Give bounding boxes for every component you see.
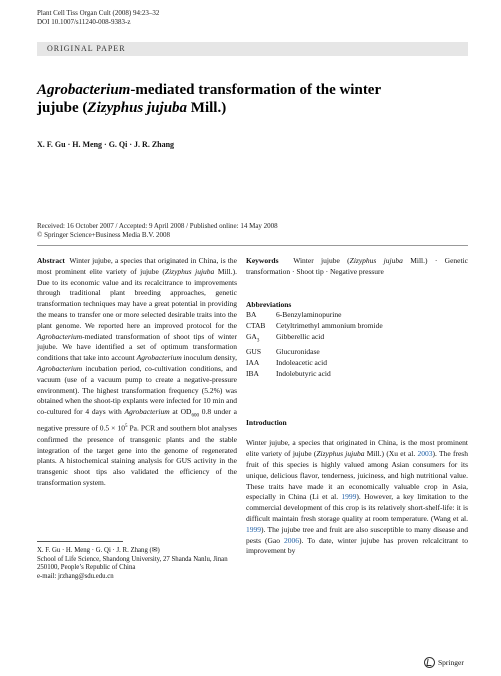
journal-doi: DOI 10.1007/s11240-008-9383-z <box>37 18 131 26</box>
introduction-heading: Introduction <box>246 417 287 427</box>
affiliation <box>37 547 241 581</box>
abstract-species: Zizyphus jujuba <box>164 266 215 276</box>
abstract-text: at OD <box>169 407 192 417</box>
abstract-agro: Agrobacterium <box>136 353 182 363</box>
citation-link[interactable]: 2006 <box>284 535 300 545</box>
intro-text: ). The jujube tree and fruit are also susceptible to many disease and pests (Gao <box>246 524 468 545</box>
abstract-text: incubation period, co-cultivation conditions, and vacuum (use of a vacuum pump to create a negative-pressure environment). The highest transformation frequency (5.2%) was obtained when the shoot-tip explants were infected for 10 min and co-cultured for 4 days with <box>37 363 237 417</box>
abstract-text: inoculum density, <box>181 353 237 363</box>
abbr-key: IAA <box>246 358 260 368</box>
journal-citation: Plant Cell Tiss Organ Cult (2008) 94:23–32 <box>37 9 160 17</box>
article-title <box>37 81 457 117</box>
abbr-row <box>246 310 468 321</box>
abbr-row <box>246 369 468 380</box>
abstract-text: Winter jujube, a species that originated in China, is the most prominent elite variety of jujube ( <box>37 256 238 276</box>
keywords-text: Mill.) · Genetic transformation · Shoot tip · Negative pressure <box>246 256 468 276</box>
abbreviations-heading: Abbreviations <box>246 299 292 309</box>
abbr-value: Cetyltrimethyl ammonium bromide <box>276 321 383 331</box>
abstract-text: Pa. PCR and southern blot analyses confirmed the presence of transgenic plants and the stable integration of the target gene into the genome of regenerated plants. A histochemical staining analysis for GUS activity in the transgenic shoot tips also validated the efficiency of the transformation system. <box>37 423 237 487</box>
intro-species: Zizyphus jujuba <box>316 449 365 459</box>
abstract-block <box>37 256 237 489</box>
intro-text: ). However, a key limitation to the commercial development of this crop is its relatively short-shelf-life: it is difficult maintain fresh storage quality at room temperature. (Wang et al. <box>246 492 468 524</box>
abstract-agro: Agrobacterium <box>37 363 83 373</box>
intro-text: ). To date, winter jujube has proven relcalcitrant to improvement by <box>246 535 468 556</box>
footnote-rule <box>37 541 123 542</box>
abstract-text: 0.8 under a negative pressure of 0.5 × 10 <box>37 407 237 433</box>
publication-dates <box>37 222 278 240</box>
section-label: ORIGINAL PAPER <box>47 44 126 53</box>
springer-logo-icon <box>424 657 435 668</box>
publisher-name: Springer <box>438 658 464 667</box>
abbr-row <box>246 332 468 347</box>
section-band <box>37 42 468 56</box>
abstract-text: -mediated transformation of shoot tips of winter jujube. We have identified a set of optimum transformation conditions that take into account <box>37 331 237 363</box>
introduction-text <box>246 438 468 557</box>
abstract-agro: Agrobacterium <box>37 331 83 341</box>
abbr-key-sub: 3 <box>256 338 260 344</box>
divider <box>37 245 468 246</box>
abbr-row <box>246 358 468 369</box>
abbr-key: GUS <box>246 347 262 357</box>
right-column <box>246 256 468 557</box>
dates-line: Received: 16 October 2007 / Accepted: 9 April 2008 / Published online: 14 May 2008 <box>37 222 278 230</box>
abstract-agro: Agrobacterium <box>124 407 170 417</box>
abbr-key: IBA <box>246 368 259 378</box>
abbr-key: BA <box>246 310 257 320</box>
exponent: 5 <box>124 424 128 430</box>
journal-header <box>37 9 159 27</box>
intro-text: ). The fresh fruit of this species is highly valued among Asian consumers for its unique, delicious flavor, tenderness, juiciness, and high nutritional value. These traits have made it an economically valuable crop in Asia, especially in China (Li et al. <box>246 449 468 502</box>
abbr-value: 6-Benzylaminopurine <box>276 310 342 320</box>
keywords-species: Zizyphus jujuba <box>349 256 403 265</box>
od-subscript: 600 <box>191 413 199 419</box>
intro-text: Winter jujube, a species that originated in China, is the most prominent elite variety of jujube ( <box>246 438 468 459</box>
keywords-block <box>246 256 468 278</box>
abbr-value: Glucuronidase <box>276 347 320 357</box>
abbr-row <box>246 347 468 358</box>
abbr-value: Indolebutyric acid <box>276 368 331 378</box>
keywords-heading: Keywords <box>246 256 279 265</box>
publisher-footer <box>424 657 464 668</box>
copyright-line: © Springer Science+Business Media B.V. 2008 <box>37 231 170 239</box>
title-italic-1: Agrobacterium <box>37 82 131 98</box>
author-list: X. F. Gu · H. Meng · G. Qi · J. R. Zhang <box>37 140 175 149</box>
title-species: Zizyphus jujuba <box>87 100 188 116</box>
abstract-heading: Abstract <box>37 256 65 265</box>
title-prefix-2: jujube ( <box>37 100 88 116</box>
abstract-text: Mill.). Due to its economic value and its recalcitrance to improvements through traditional plant breeding approaches, genetic transformation techniques may have a great potential in providing the means to transfer one or more selected desirable traits into the plant genome. We reported here an improved protocol for the <box>37 266 238 330</box>
title-suffix-2: Mill.) <box>187 100 227 116</box>
abbr-key <box>246 332 276 347</box>
title-rest-1: -mediated transformation of the winter <box>130 82 382 98</box>
abbr-value: Gibberellic acid <box>276 331 325 341</box>
citation-link[interactable]: 2003 <box>417 449 433 459</box>
citation-link[interactable]: 1999 <box>341 492 357 502</box>
affiliation-email[interactable]: e-mail: jrzhang@sdu.edu.cn <box>37 572 114 580</box>
affiliation-names: X. F. Gu · H. Meng · G. Qi · J. R. Zhang (✉) <box>37 547 160 554</box>
abbr-key-text: GA <box>246 331 257 341</box>
keywords-text: Winter jujube ( <box>293 256 350 265</box>
abbr-value: Indoleacetic acid <box>276 358 328 368</box>
abbr-row <box>246 321 468 332</box>
affiliation-school: School of Life Science, Shandong University, 27 Shanda Nanlu, Jinan 250100, People’s Republic of China <box>37 555 228 571</box>
abbr-key: CTAB <box>246 321 266 331</box>
intro-text: Mill.) (Xu et al. <box>364 449 418 459</box>
citation-link[interactable]: 1999 <box>246 524 261 534</box>
